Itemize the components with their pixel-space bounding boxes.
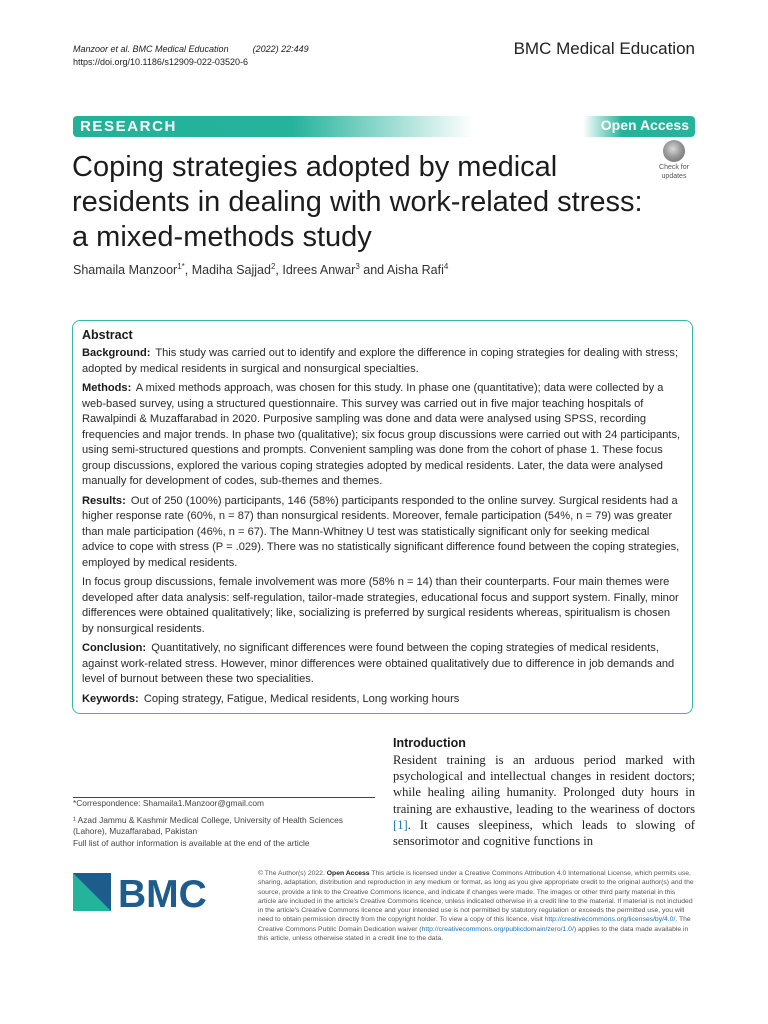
license-url-cc-zero[interactable]: http://creativecommons.org/publicdomain/zero/1.0/ xyxy=(421,925,574,933)
license-url-cc-by[interactable]: http://creativecommons.org/licenses/by/4.0/ xyxy=(544,916,676,924)
abstract-methods xyxy=(82,381,683,490)
introduction-heading: Introduction xyxy=(393,736,466,750)
research-tag xyxy=(73,116,473,137)
background-label: Background: xyxy=(82,347,151,359)
abstract-keywords xyxy=(82,692,683,708)
keywords-label: Keywords: xyxy=(82,692,139,705)
license-text-1: This article is licensed under a Creative Commons Attribution 4.0 International License, which permits use, sharing, adaptation, distribution and reproduction in any medium or format, as long as you give appropriate credit to the original author(s) and the source, provide a link to the Creative Commons licence, and indicate if changes were made. The images or other third party material in this article are included in the article's Creative Commons licence, unless indicated otherwise in a credit line to the material. If material is not included in the article's Creative Commons licence and your intended use is not permitted by statutory regulation or exceeds the permitted use, you will need to obtain permission directly from the copyright holder. To view a copy of this licence, visit xyxy=(258,870,694,924)
license-open-access: Open Access xyxy=(326,870,370,877)
check-updates-icon xyxy=(663,140,685,162)
journal-name: BMC Medical Education xyxy=(513,39,695,58)
footnotes xyxy=(73,798,375,849)
conclusion-text: Quantitatively, no significant differences were found between the coping strategies of medical residents, against work-related stress. However, minor differences were obtained qualitatively due to difference in job demands and level of burnout between these two specialities. xyxy=(82,642,675,685)
citation-authors: Manzoor et al. BMC Medical Education xyxy=(73,44,229,54)
abstract-heading: Abstract xyxy=(82,328,133,342)
author-affiliation: 3 xyxy=(355,262,360,271)
results-label: Results: xyxy=(82,494,126,507)
author-name[interactable]: Aisha Rafi xyxy=(386,263,444,278)
author-name[interactable]: Shamaila Manzoor xyxy=(73,263,178,278)
affiliation-note: ¹ Azad Jammu & Kashmir Medical College, University of Health Sciences (Lahore), Muzaffarabad, Pakistan xyxy=(73,814,343,836)
keywords-text: Coping strategy, Fatigue, Medical residents, Long working hours xyxy=(143,692,460,705)
open-access-badge: Open Access xyxy=(583,116,695,137)
doi-link[interactable]: https://doi.org/10.1186/s12909-022-03520-6 xyxy=(73,57,248,67)
introduction-text xyxy=(393,752,695,849)
author-affiliation: 4 xyxy=(443,262,449,271)
bmc-logo xyxy=(73,870,213,914)
author-info-note: Full list of author information is available at the end of the article xyxy=(73,837,310,848)
abstract-conclusion xyxy=(82,641,683,688)
abstract-results-continued: In focus group discussions, female involvement was more (58% n = 14) than their counterparts. Four main themes were developed after data analysis: self-regulation, tailor-made strategies, educational focus and support system. Finally, minor differences were obtained qualitatively; like, socializing is preferred by surgical residents whereas, spiritualism is chosen by nonsurgical residents. xyxy=(82,576,679,635)
abstract-background xyxy=(82,346,683,377)
intro-text-part2: . It causes sleepiness, which leads to slowing of sensorimotor and cognitive functions in xyxy=(393,817,695,849)
license-text-3: ) applies to the data made available in this article, unless otherwise stated in a credit line to the data. xyxy=(258,925,689,943)
methods-text: A mixed methods approach, was chosen for this study. In phase one (quantitative); data were collected by a web-based survey, using a structured questionnaire. This survey was carried out in five major teaching hospitals of Rawalpindi & Muzaffarabad in 2020. Purposive sampling was done and data were analysed using SPSS, recording frequencies and major trends. In phase two (qualitative); six focus group discussions were carried out with 24 participants, using semi-structured questions and prompts. Convenient sampling was done from the cohort of phase 1. These focus group discussions, explored the various coping strategies adopted by medical residents. Later, the data were analysed manually for development of codes, sub-themes and themes. xyxy=(82,382,681,487)
author-name[interactable]: Idrees Anwar xyxy=(282,263,356,278)
license-notice xyxy=(258,869,695,943)
background-text: This study was carried out to identify and explore the difference in coping strategies for dealing with stress; adopted by medical residents in surgical and nonsurgical specialties. xyxy=(82,347,679,375)
author-list: Shamaila Manzoor$^{1*}$, Madiha Sajjad$^2$, Idrees Anwar$^3$ and Aisha Rafi$^4$ xyxy=(73,262,449,278)
author-affiliation: 1* xyxy=(177,262,185,271)
intro-text-part1: Resident training is an arduous period marked with psychological and intellectual changes in resident doctors; while healing ailing humanity. Prolonged duty hours in training are exhaustive, leading to the weariness of doctors xyxy=(393,753,695,816)
conclusion-label: Conclusion: xyxy=(82,642,147,654)
citation-link[interactable]: [1] xyxy=(393,817,408,832)
methods-label: Methods: xyxy=(82,382,132,394)
article-type-banner xyxy=(73,116,695,137)
bmc-logo-text: BMC xyxy=(118,873,207,914)
article-title: Coping strategies adopted by medical residents in dealing with work-related stress: a mixed-methods study xyxy=(72,151,643,253)
correspondence-note: *Correspondence: Shamaila1.Manzoor@gmail.com xyxy=(73,798,264,808)
check-for-updates-badge[interactable] xyxy=(653,140,695,182)
author-name[interactable]: Madiha Sajjad xyxy=(191,263,271,278)
abstract-box xyxy=(72,320,693,714)
abstract-results xyxy=(82,494,683,572)
research-label: RESEARCH xyxy=(80,118,177,135)
license-text-2: . The Creative Commons Public Domain Dedication waiver ( xyxy=(258,916,691,933)
results-text: Out of 250 (100%) participants, 146 (58%) participants responded to the online survey. Surgical residents had a higher response rate (60%, n = 87) than nonsurgical residents. Moreover, female participation (54%, n = 79) was greater than male participation (46%, n = 67). The Mann-Whitney U test was statistically significant only for seeking medical advice to cope with stress (P = .029). There was no statistically significant difference found between the coping strategies, employed by medical residents. xyxy=(82,494,680,569)
citation-year-volume: (2022) 22:449 xyxy=(252,44,309,54)
check-updates-label-2: updates xyxy=(661,173,687,180)
check-updates-label-1: Check for xyxy=(659,164,689,171)
author-affiliation: 2 xyxy=(270,262,276,271)
copyright-text: © The Author(s) 2022. xyxy=(258,870,325,877)
citation-header xyxy=(73,43,333,69)
